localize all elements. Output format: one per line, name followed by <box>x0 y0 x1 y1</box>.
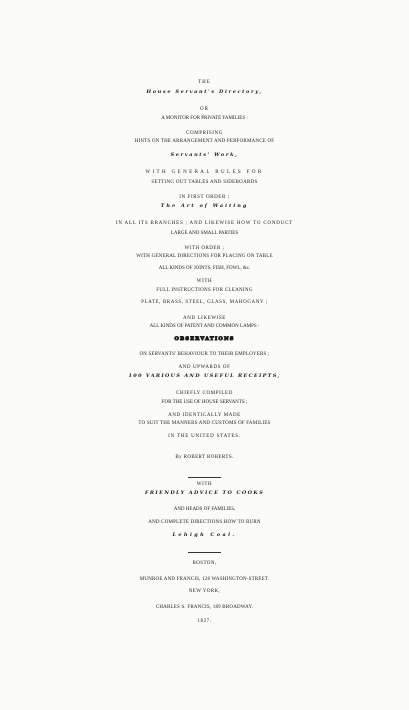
customs-line: TO SUIT THE MANNERS AND CUSTOMS OF FAMILIES <box>138 421 271 426</box>
likewise-line: AND LIKEWISE <box>183 316 226 321</box>
title-article: THE <box>198 80 211 85</box>
heads-of-families-line: AND HEADS OF FAMILIES, <box>173 507 236 512</box>
receipts-heading: 100 VARIOUS AND USEFUL RECEIPTS, <box>128 373 281 379</box>
observations-heading: OBSERVATIONS <box>174 336 235 342</box>
cleaning-line: FULL INSTRUCTIONS FOR CLEANING <box>156 288 253 293</box>
first-order-line: IN FIRST ORDER ; <box>179 195 230 200</box>
main-title: House Servant's Directory, <box>146 89 263 95</box>
plate-brass-line: PLATE, BRASS, STEEL, GLASS, MAHOGANY ; <box>141 300 268 305</box>
lehigh-coal-heading: Lehigh Coal. <box>172 532 237 538</box>
with-line-2: WITH <box>196 482 213 487</box>
identically-line: AND IDENTICALLY MADE <box>168 413 241 418</box>
directions-line: WITH GENERAL DIRECTIONS FOR PLACING ON TABLE <box>136 254 273 259</box>
imprint-publisher-2: CHARLES S. FRANCIS, 189 BROADWAY. <box>155 605 254 610</box>
use-of-servants-line: FOR THE USE OF HOUSE SERVANTS ; <box>161 400 248 405</box>
with-order-line: WITH ORDER ; <box>184 246 225 251</box>
burn-directions-line: AND COMPLETE DIRECTIONS HOW TO BURN <box>148 520 261 525</box>
divider-rule-2 <box>188 552 221 553</box>
lamps-line: ALL KINDS OF PATENT AND COMMON LAMPS : <box>149 324 260 329</box>
hints-line: HINTS ON THE ARRANGEMENT AND PERFORMANCE OF <box>134 139 275 144</box>
imprint-publisher-1: MUNROE AND FRANCIS, 128 WASHINGTON-STREET. <box>139 577 270 582</box>
united-states-line: IN THE UNITED STATES. <box>168 434 241 439</box>
imprint-city-1: BOSTON, <box>192 561 217 566</box>
parties-line: LARGE AND SMALL PARTIES <box>170 231 239 236</box>
art-of-waiting-heading: The Art of Waiting <box>160 203 249 209</box>
or-line: OR <box>200 107 209 112</box>
friendly-advice-heading: FRIENDLY ADVICE TO COOKS <box>144 490 265 496</box>
general-rules-line: WITH GENERAL RULES FOR <box>145 170 264 175</box>
with-line-1: WITH <box>196 279 213 284</box>
setting-tables-line: SETTING OUT TABLES AND SIDEBOARDS <box>151 180 258 185</box>
imprint-year: 1827. <box>197 619 212 624</box>
author-line: By ROBERT ROBERTS. <box>175 455 234 460</box>
behaviour-line: ON SERVANTS' BEHAVIOUR TO THEIR EMPLOYERS ; <box>139 352 270 357</box>
servants-work-heading: Servants' Work, <box>170 152 239 158</box>
imprint-city-2: NEW YORK, <box>188 589 221 594</box>
comprising-line: COMPRISING <box>186 131 223 136</box>
subtitle-monitor: A MONITOR FOR PRIVATE FAMILIES : <box>161 116 248 121</box>
branches-line: IN ALL ITS BRANCHES ; AND LIKEWISE HOW TO CONDUCT <box>115 221 294 226</box>
compiled-line: CHIEFLY COMPILED <box>176 391 233 396</box>
joints-line: ALL KINDS OF JOINTS, FISH, FOWL, &c. <box>158 266 251 271</box>
upwards-line: AND UPWARDS OF <box>178 365 231 370</box>
divider-rule-1 <box>188 477 221 478</box>
